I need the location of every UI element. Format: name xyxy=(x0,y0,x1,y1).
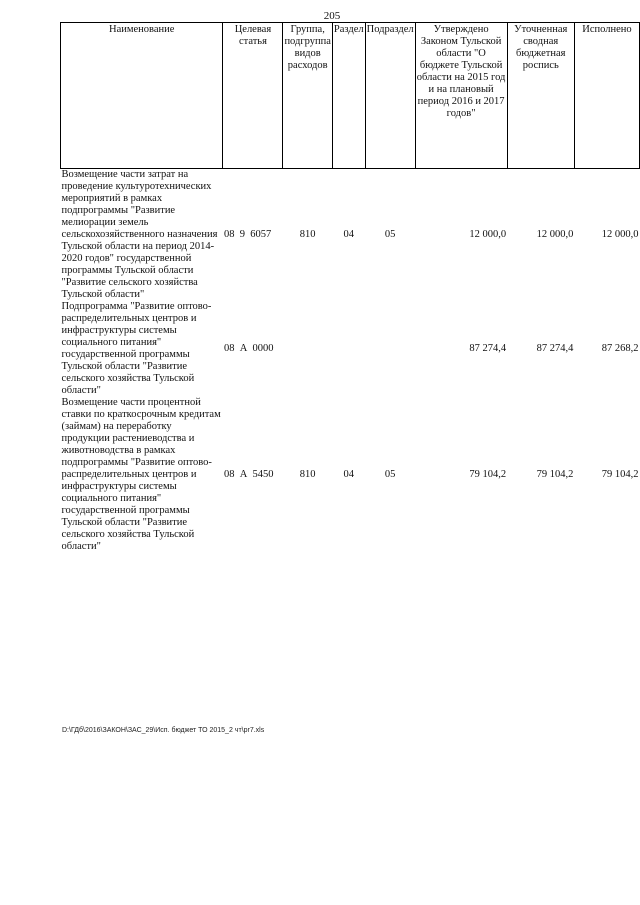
row-refined: 87 274,4 xyxy=(536,343,574,354)
header-executed: Исполнено xyxy=(574,23,639,169)
header-refined: Уточненная сводная бюджетная роспись xyxy=(507,23,574,169)
file-path-footer: D:\ГДб\2016\ЗАКОН\ЗАС_29\Исп. бюджет ТО 2015_2 чт\pr7.xls xyxy=(62,727,265,734)
row-code: 08 9 6057 xyxy=(223,229,272,240)
row-name: Возмещение части процентной ставки по краткосрочным кредитам (займам) на переработку продукции растениеводства и животноводства в рамках подпрограммы "Развитие оптово-распределительных центров и инфраструктуры системы социального питания" государственной программы Тульской области "Развитие сельского хозяйства Тульской области" xyxy=(61,397,221,552)
row-section: 04 xyxy=(343,469,355,480)
table-row xyxy=(61,301,640,397)
header-subsection: Подраздел xyxy=(365,23,415,169)
row-subsection: 05 xyxy=(384,469,396,480)
row-subsection xyxy=(365,301,415,397)
row-executed: 12 000,0 xyxy=(601,229,639,240)
row-group: 810 xyxy=(299,469,316,480)
row-code: 08 А 5450 xyxy=(223,469,274,480)
row-subsection: 05 xyxy=(384,229,396,240)
row-name: Подпрограмма "Развитие оптово-распределительных центров и инфраструктуры системы социального питания" государственной программы Тульской области "Развитие сельского хозяйства Тульской области" xyxy=(61,301,212,396)
header-section: Раздел xyxy=(332,23,365,169)
row-code: 08 А 0000 xyxy=(223,343,274,354)
row-group xyxy=(283,301,332,397)
header-group: Группа, подгруппа видов расходов xyxy=(283,23,332,169)
table-row xyxy=(61,397,640,553)
row-name: Возмещение части затрат на проведение культуротехнических мероприятий в рамках подпрограммы "Развитие мелиорации земель сельскохозяйственного назначения Тульской области на период 2014-2020 годов" государственной программы Тульской области "Развитие сельского хозяйства Тульской области" xyxy=(61,169,218,300)
row-refined: 79 104,2 xyxy=(536,469,574,480)
row-executed: 79 104,2 xyxy=(601,469,639,480)
row-group: 810 xyxy=(299,229,316,240)
table-header-row xyxy=(61,23,640,169)
row-executed: 87 268,2 xyxy=(601,343,639,354)
table-row xyxy=(61,169,640,302)
budget-table xyxy=(60,22,640,553)
row-section xyxy=(332,301,365,397)
header-name: Наименование xyxy=(61,23,223,169)
row-section: 04 xyxy=(343,229,355,240)
row-approved: 87 274,4 xyxy=(469,343,507,354)
header-approved: Утверждено Законом Тульской области "О бюджете Тульской области на 2015 год и на плановый период 2016 и 2017 годов" xyxy=(415,23,507,169)
row-approved: 12 000,0 xyxy=(469,229,507,240)
row-refined: 12 000,0 xyxy=(536,229,574,240)
row-approved: 79 104,2 xyxy=(469,469,507,480)
header-target-article: Целевая статья xyxy=(223,23,283,169)
page-number: 205 xyxy=(323,10,341,22)
